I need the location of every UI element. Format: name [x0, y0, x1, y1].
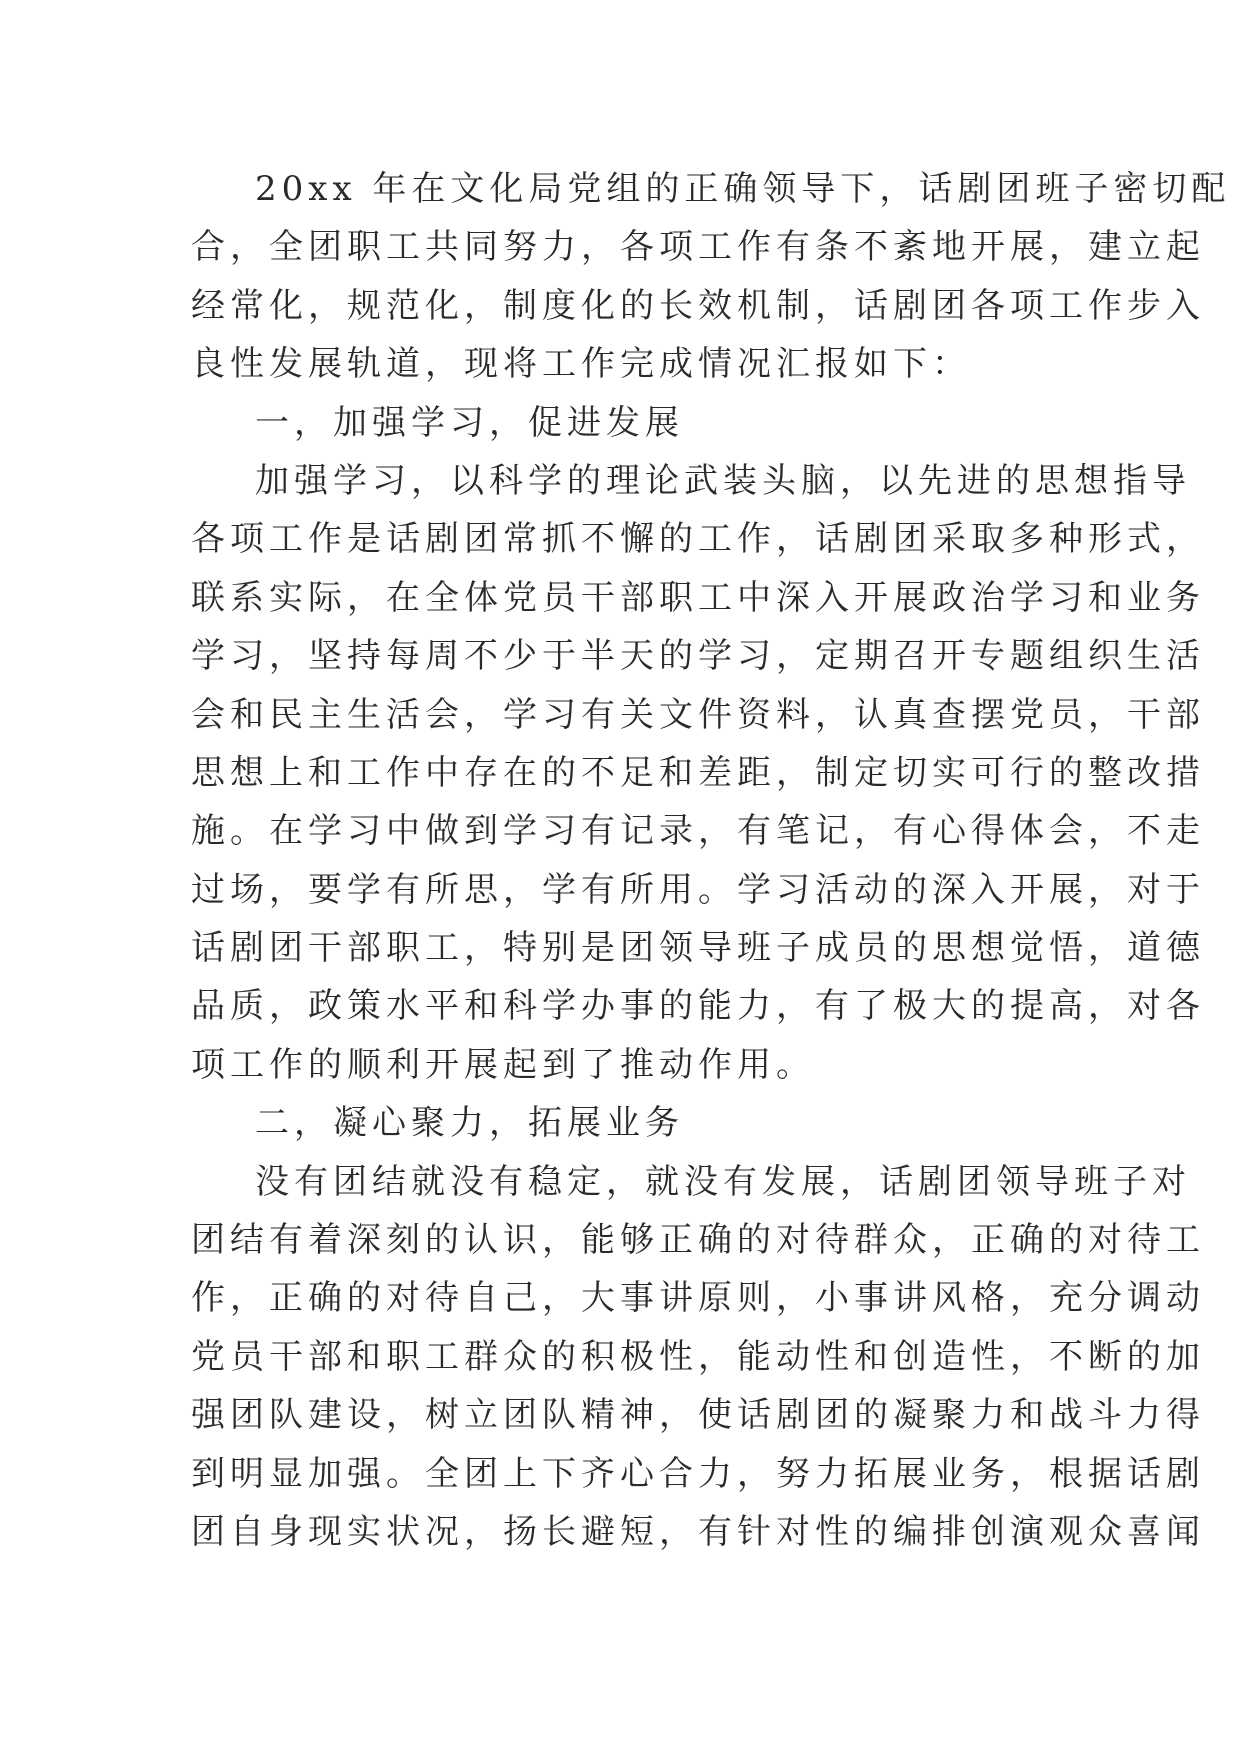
paragraph-unity [191, 1153, 1205, 1562]
text-line: 作，正确的对待自己，大事讲原则，小事讲风格，充分调动 [191, 1278, 1205, 1319]
heading-line: 一，加强学习，促进发展 [255, 402, 684, 443]
text-line: 学习，坚持每周不少于半天的学习，定期召开专题组织生活 [191, 636, 1205, 677]
text-line: 良性发展轨道，现将工作完成情况汇报如下： [191, 344, 971, 385]
text-line: 会和民主生活会，学习有关文件资料，认真查摆党员，干部 [191, 694, 1205, 735]
paragraph-study [191, 452, 1205, 1094]
document-body [191, 160, 1231, 1561]
text-line: 团自身现实状况，扬长避短，有针对性的编排创演观众喜闻 [191, 1511, 1205, 1552]
text-line: 联系实际，在全体党员干部职工中深入开展政治学习和业务 [191, 577, 1205, 618]
text-line: 没有团结就没有稳定，就没有发展，话剧团领导班子对 [255, 1161, 1191, 1202]
section-heading-1 [191, 394, 1051, 452]
text-line: 项工作的顺利开展起到了推动作用。 [191, 1044, 815, 1085]
paragraph-intro [191, 160, 1231, 394]
text-line: 过场，要学有所思，学有所用。学习活动的深入开展，对于 [191, 869, 1205, 910]
section-heading-2 [191, 1094, 1051, 1152]
text-line: 话剧团干部职工，特别是团领导班子成员的思想觉悟，道德 [191, 928, 1205, 969]
text-line: 合，全团职工共同努力，各项工作有条不紊地开展，建立起 [191, 227, 1205, 268]
text-line: 党员干部和职工群众的积极性，能动性和创造性，不断的加 [191, 1336, 1205, 1377]
text-line: 强团队建设，树立团队精神，使话剧团的凝聚力和战斗力得 [191, 1395, 1205, 1436]
text-line: 思想上和工作中存在的不足和差距，制定切实可行的整改措 [191, 752, 1205, 793]
text-line: 品质，政策水平和科学办事的能力，有了极大的提高，对各 [191, 986, 1205, 1027]
text-line: 20xx 年在文化局党组的正确领导下，话剧团班子密切配 [255, 169, 1231, 209]
text-line: 加强学习，以科学的理论武装头脑，以先进的思想指导 [255, 460, 1191, 501]
text-line: 施。在学习中做到学习有记录，有笔记，有心得体会，不走 [191, 811, 1205, 852]
text-line: 各项工作是话剧团常抓不懈的工作，话剧团采取多种形式， [191, 519, 1205, 560]
heading-line: 二，凝心聚力，拓展业务 [255, 1103, 684, 1144]
text-line: 经常化，规范化，制度化的长效机制，话剧团各项工作步入 [191, 285, 1205, 326]
text-line: 到明显加强。全团上下齐心合力，努力拓展业务，根据话剧 [191, 1453, 1205, 1494]
text-line: 团结有着深刻的认识，能够正确的对待群众，正确的对待工 [191, 1220, 1205, 1261]
